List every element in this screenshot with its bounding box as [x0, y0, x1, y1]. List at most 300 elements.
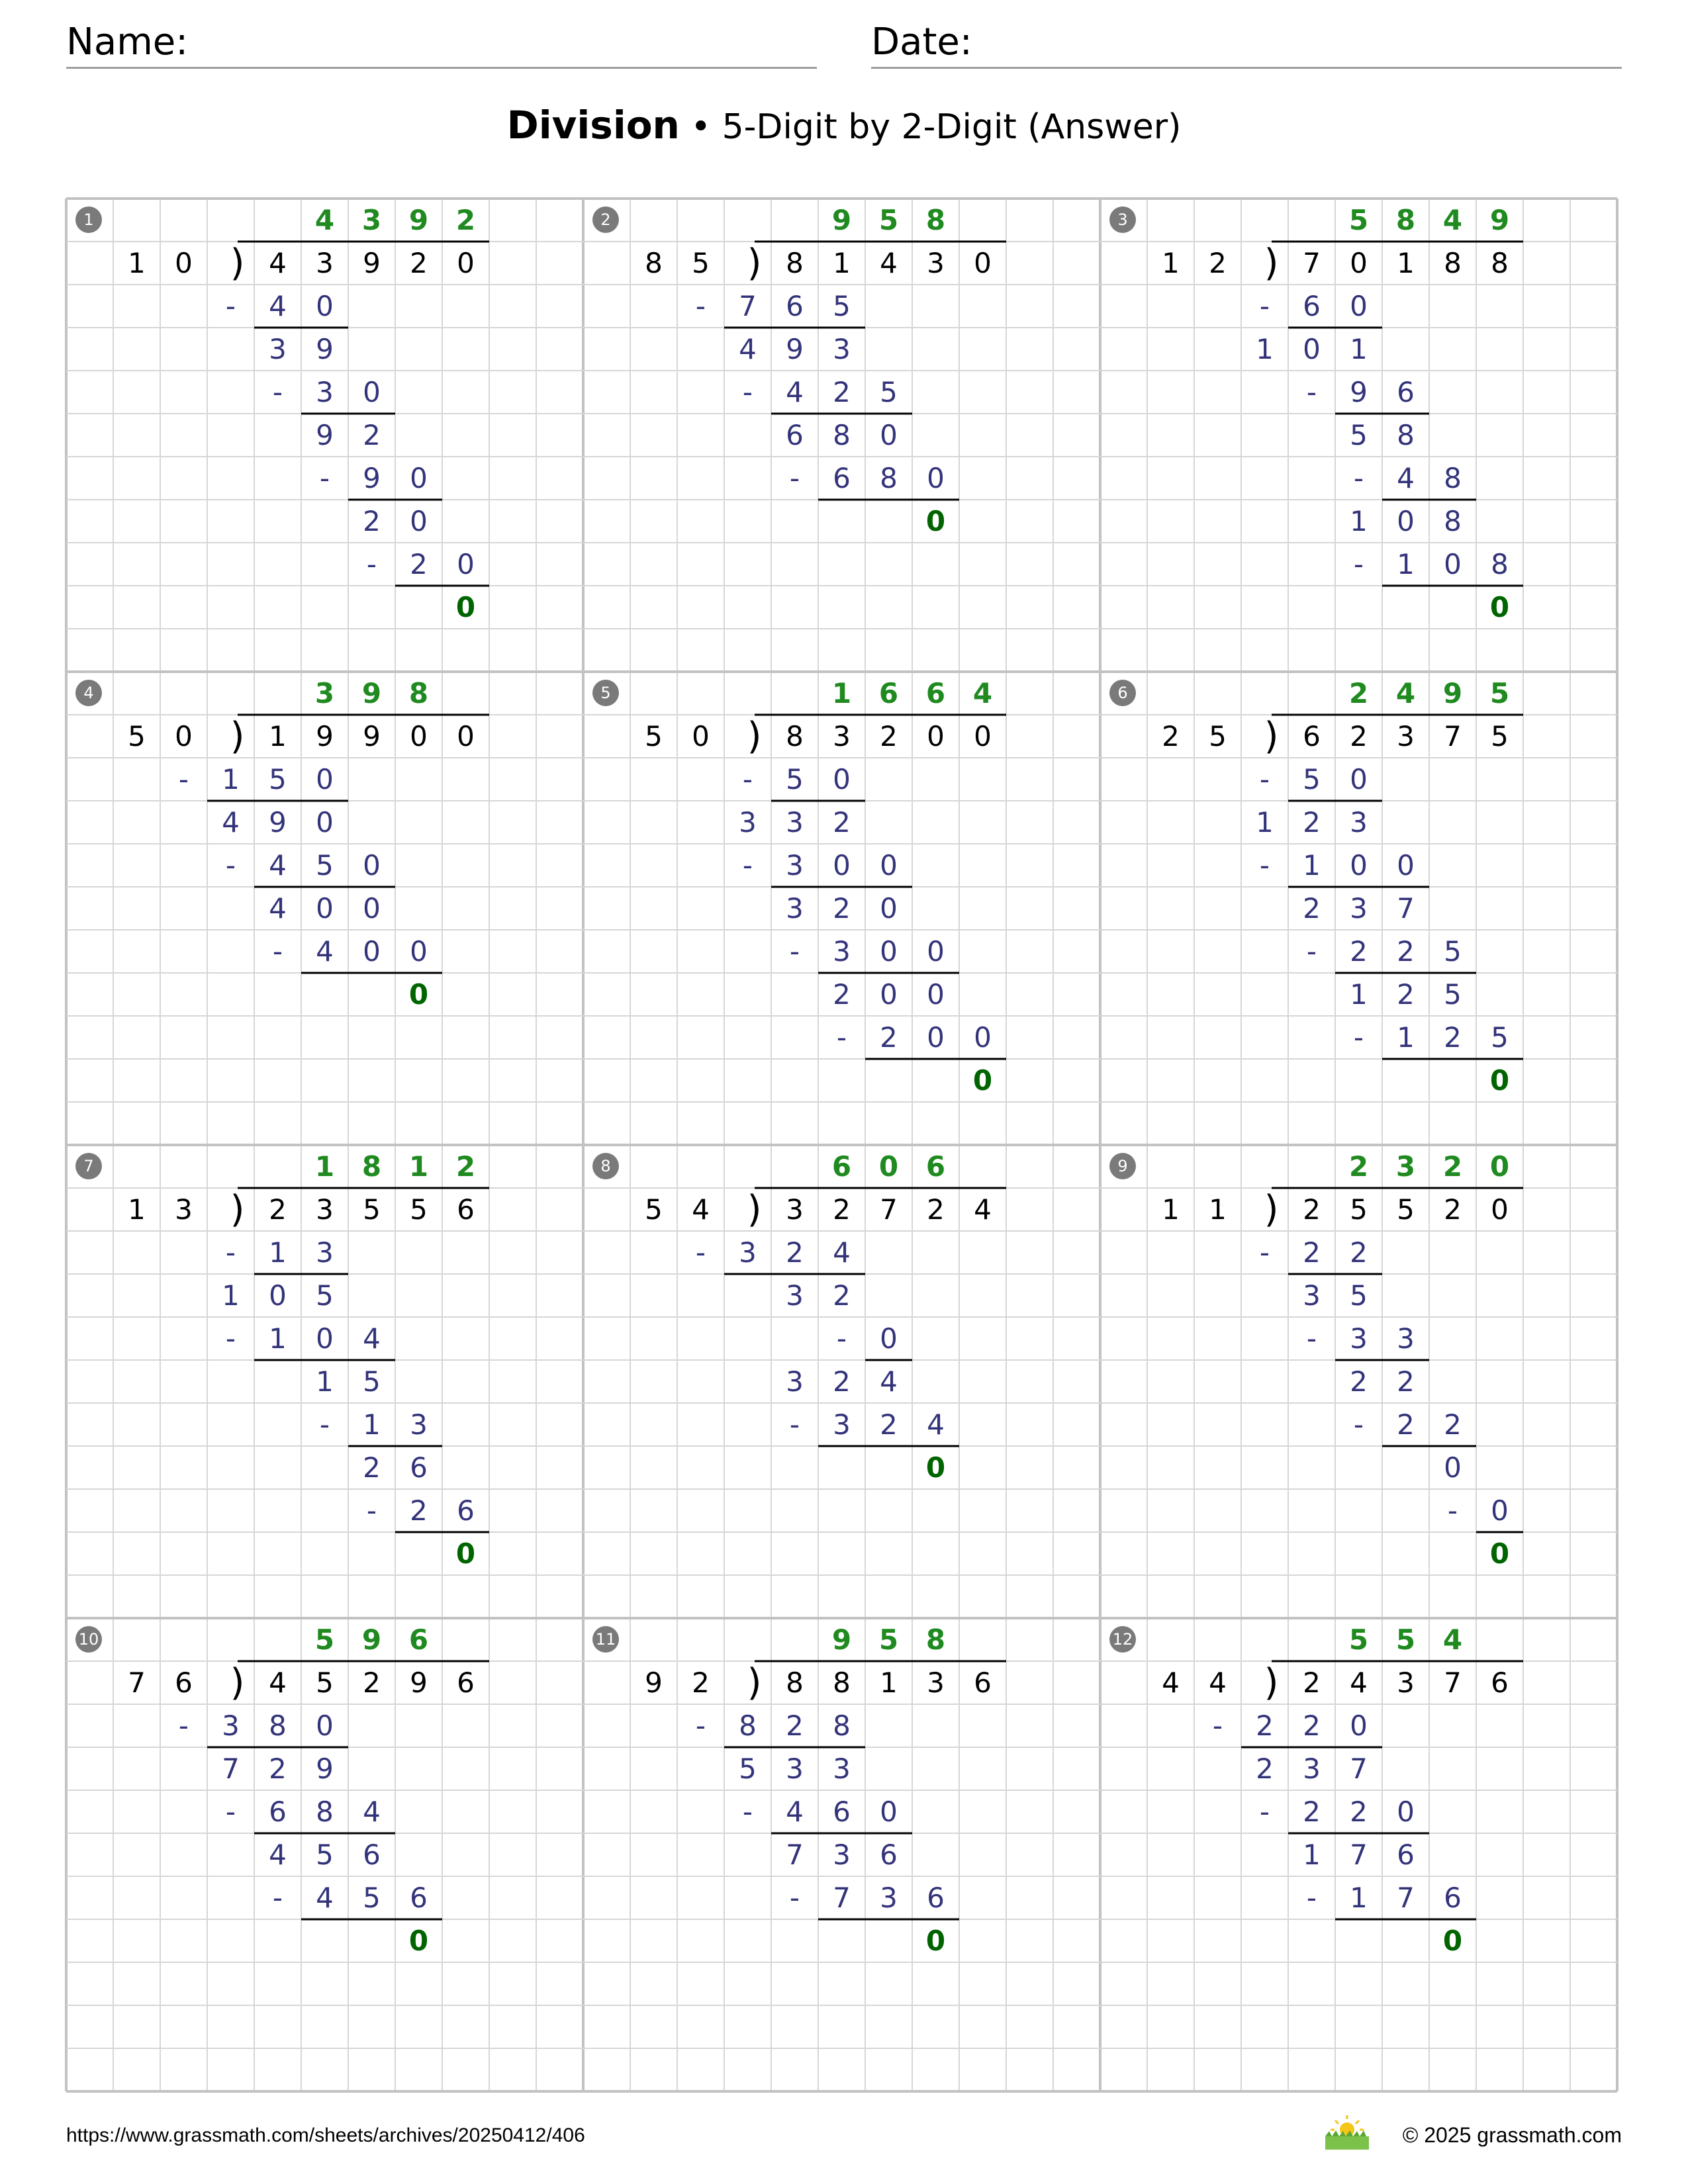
work-digit: 0 [927, 461, 945, 494]
quotient-digit: 6 [408, 1623, 429, 1656]
work-digit: 0 [316, 289, 334, 322]
work-digit: 0 [880, 934, 898, 968]
quotient-digit: 1 [314, 1150, 335, 1183]
divisor-digit: 1 [1162, 1193, 1180, 1226]
minus-sign: - [1353, 1021, 1364, 1054]
problem-number-badge: 12 [1109, 1626, 1136, 1653]
work-digit: 3 [833, 1408, 851, 1441]
work-digit: 4 [739, 332, 757, 365]
work-digit: 1 [1303, 848, 1321, 882]
work-digit: 0 [1491, 1494, 1509, 1527]
work-digit: 7 [1397, 1881, 1415, 1914]
work-digit: 6 [786, 418, 804, 451]
work-digit: 2 [786, 1709, 804, 1742]
remainder-digit: 0 [925, 1451, 946, 1484]
minus-sign: - [1212, 1709, 1223, 1742]
work-digit: 7 [786, 1838, 804, 1871]
problem-number-badge: 9 [1109, 1153, 1136, 1179]
minus-sign: - [1353, 1408, 1364, 1441]
work-digit: 9 [269, 805, 287, 839]
work-digit: 2 [1397, 1408, 1415, 1441]
dividend-digit: 3 [316, 246, 334, 279]
dividend-digit: 0 [410, 719, 428, 752]
dividend-digit: 8 [1444, 246, 1462, 279]
work-digit: 9 [363, 461, 381, 494]
work-digit: 4 [363, 1322, 381, 1355]
problem-number-badge: 11 [592, 1626, 619, 1653]
work-digit: 8 [833, 418, 851, 451]
work-digit: 2 [1256, 1752, 1274, 1785]
minus-sign: - [225, 848, 236, 882]
minus-sign: - [1353, 547, 1364, 580]
dividend-digit: 0 [974, 719, 992, 752]
work-digit: 3 [269, 332, 287, 365]
work-digit: 3 [786, 891, 804, 925]
work-digit: 3 [739, 805, 757, 839]
divisor-digit: 4 [1162, 1666, 1180, 1699]
dividend-digit: 6 [1491, 1666, 1509, 1699]
work-digit: 0 [1397, 1795, 1415, 1828]
work-digit: 3 [833, 1838, 851, 1871]
quotient-digit: 8 [925, 1623, 946, 1656]
work-digit: 6 [880, 1838, 898, 1871]
minus-sign: - [1353, 461, 1364, 494]
work-digit: 2 [410, 547, 428, 580]
work-digit: 8 [1491, 547, 1509, 580]
dividend-digit: 1 [269, 719, 287, 752]
quotient-digit: 2 [1348, 676, 1369, 709]
work-digit: 0 [363, 848, 381, 882]
problem-number-badge: 2 [592, 206, 619, 233]
work-digit: 9 [1350, 375, 1368, 408]
work-digit: 1 [1397, 547, 1415, 580]
dividend-digit: 8 [786, 1666, 804, 1699]
remainder-digit: 0 [1489, 590, 1510, 623]
remainder-digit: 0 [455, 1537, 476, 1570]
work-digit: 0 [410, 504, 428, 537]
work-digit: 6 [1397, 1838, 1415, 1871]
work-digit: 2 [833, 805, 851, 839]
quotient-digit: 9 [361, 1623, 382, 1656]
divisor-digit: 2 [1162, 719, 1180, 752]
quotient-digit: 5 [878, 203, 899, 236]
work-digit: 8 [316, 1795, 334, 1828]
work-digit: 8 [1444, 504, 1462, 537]
dividend-digit: 0 [457, 719, 475, 752]
minus-sign: - [1259, 762, 1270, 796]
divisor-digit: 0 [175, 719, 193, 752]
problem-number-badge: 5 [592, 680, 619, 706]
work-digit: 4 [927, 1408, 945, 1441]
work-digit: 5 [1350, 1279, 1368, 1312]
work-digit: 0 [410, 934, 428, 968]
minus-sign: - [225, 1795, 236, 1828]
work-digit: 2 [1303, 1236, 1321, 1269]
dividend-digit: 5 [363, 1193, 381, 1226]
work-digit: 3 [880, 1881, 898, 1914]
dividend-digit: 9 [363, 246, 381, 279]
quotient-digit: 4 [1395, 676, 1416, 709]
work-digit: 0 [880, 848, 898, 882]
work-digit: 1 [1397, 1021, 1415, 1054]
work-digit: 4 [786, 1795, 804, 1828]
title-subtitle: • 5-Digit by 2-Digit (Answer) [679, 107, 1182, 147]
work-digit: 3 [739, 1236, 757, 1269]
remainder-digit: 0 [455, 590, 476, 623]
work-digit: 3 [786, 1365, 804, 1398]
work-digit: 0 [880, 891, 898, 925]
divisor-digit: 8 [645, 246, 663, 279]
dividend-digit: 9 [363, 719, 381, 752]
work-digit: 0 [974, 1021, 992, 1054]
work-digit: 2 [1397, 978, 1415, 1011]
work-digit: 2 [1350, 1365, 1368, 1398]
work-digit: 0 [316, 762, 334, 796]
quotient-digit: 9 [1442, 676, 1463, 709]
work-digit: 8 [1444, 461, 1462, 494]
quotient-digit: 9 [361, 676, 382, 709]
work-digit: 4 [833, 1236, 851, 1269]
dividend-digit: 8 [1491, 246, 1509, 279]
division-bracket: ) [1264, 1661, 1279, 1704]
divisor-digit: 1 [128, 246, 146, 279]
work-digit: 2 [1303, 1795, 1321, 1828]
minus-sign: - [366, 1494, 377, 1527]
problem-number-badge: 1 [75, 206, 102, 233]
work-digit: 3 [222, 1709, 240, 1742]
remainder-digit: 0 [1442, 1924, 1463, 1957]
work-digit: 4 [1397, 461, 1415, 494]
work-digit: 0 [269, 1279, 287, 1312]
divisor-digit: 5 [1209, 719, 1227, 752]
work-digit: 1 [363, 1408, 381, 1441]
quotient-digit: 4 [314, 203, 335, 236]
dividend-digit: 4 [269, 246, 287, 279]
work-digit: 6 [927, 1881, 945, 1914]
work-digit: 6 [833, 461, 851, 494]
work-digit: 0 [927, 978, 945, 1011]
work-digit: 4 [363, 1795, 381, 1828]
dividend-digit: 8 [786, 719, 804, 752]
work-digit: 4 [269, 891, 287, 925]
remainder-digit: 0 [1489, 1537, 1510, 1570]
work-digit: 4 [880, 1365, 898, 1398]
work-digit: 1 [269, 1322, 287, 1355]
dividend-digit: 6 [974, 1666, 992, 1699]
work-digit: 1 [1350, 504, 1368, 537]
dividend-digit: 9 [316, 719, 334, 752]
division-bracket: ) [230, 714, 245, 758]
minus-sign: - [1259, 1795, 1270, 1828]
work-digit: 0 [1397, 848, 1415, 882]
quotient-digit: 9 [408, 203, 429, 236]
work-digit: 0 [880, 1322, 898, 1355]
dividend-digit: 3 [1397, 719, 1415, 752]
minus-sign: - [366, 547, 377, 580]
work-digit: 5 [1444, 934, 1462, 968]
work-digit: 0 [1350, 289, 1368, 322]
dividend-digit: 4 [269, 1666, 287, 1699]
work-digit: 0 [316, 891, 334, 925]
work-digit: 2 [1256, 1709, 1274, 1742]
work-digit: 5 [1491, 1021, 1509, 1054]
dividend-digit: 2 [1303, 1666, 1321, 1699]
divisor-digit: 7 [128, 1666, 146, 1699]
problem-number-badge: 6 [1109, 680, 1136, 706]
work-digit: 2 [410, 1494, 428, 1527]
work-digit: 9 [786, 332, 804, 365]
quotient-digit: 8 [925, 203, 946, 236]
work-digit: 2 [833, 375, 851, 408]
work-digit: 2 [1397, 934, 1415, 968]
quotient-digit: 0 [878, 1150, 899, 1183]
work-digit: 9 [316, 332, 334, 365]
remainder-digit: 0 [925, 1924, 946, 1957]
work-digit: 2 [833, 978, 851, 1011]
work-digit: 5 [363, 1365, 381, 1398]
work-digit: 6 [269, 1795, 287, 1828]
minus-sign: - [272, 375, 283, 408]
minus-sign: - [1306, 1881, 1317, 1914]
work-digit: 1 [1256, 332, 1274, 365]
divisor-digit: 2 [1209, 246, 1227, 279]
work-digit: 1 [1256, 805, 1274, 839]
work-digit: 0 [1444, 547, 1462, 580]
work-digit: 5 [739, 1752, 757, 1785]
work-digit: 2 [363, 418, 381, 451]
quotient-digit: 3 [1395, 1150, 1416, 1183]
quotient-digit: 9 [831, 1623, 852, 1656]
division-bracket: ) [747, 714, 762, 758]
work-digit: 0 [363, 375, 381, 408]
minus-sign: - [695, 1709, 706, 1742]
remainder-digit: 0 [972, 1064, 993, 1097]
work-digit: 9 [316, 1752, 334, 1785]
quotient-digit: 8 [361, 1150, 382, 1183]
dividend-digit: 2 [1444, 1193, 1462, 1226]
dividend-digit: 4 [974, 1193, 992, 1226]
work-digit: 5 [269, 762, 287, 796]
quotient-digit: 5 [1489, 676, 1510, 709]
minus-sign: - [272, 1881, 283, 1914]
work-digit: 1 [1350, 332, 1368, 365]
minus-sign: - [836, 1021, 847, 1054]
divisor-digit: 2 [692, 1666, 710, 1699]
work-digit: 3 [833, 332, 851, 365]
work-digit: 6 [786, 289, 804, 322]
dividend-digit: 2 [1303, 1193, 1321, 1226]
work-digit: 0 [1397, 504, 1415, 537]
work-digit: 3 [833, 934, 851, 968]
work-digit: 2 [1350, 934, 1368, 968]
work-digit: 3 [1350, 1322, 1368, 1355]
work-digit: 0 [833, 848, 851, 882]
work-digit: 4 [269, 289, 287, 322]
problem-number-badge: 4 [75, 680, 102, 706]
divisor-digit: 0 [175, 246, 193, 279]
work-digit: 3 [1303, 1279, 1321, 1312]
dividend-digit: 2 [410, 246, 428, 279]
quotient-digit: 9 [1489, 203, 1510, 236]
work-digit: 8 [1397, 418, 1415, 451]
minus-sign: - [742, 762, 753, 796]
remainder-digit: 0 [1489, 1064, 1510, 1097]
work-digit: 0 [1350, 762, 1368, 796]
division-bracket: ) [230, 1661, 245, 1704]
dividend-digit: 8 [786, 246, 804, 279]
work-digit: 1 [222, 762, 240, 796]
minus-sign: - [178, 762, 189, 796]
work-digit: 4 [222, 805, 240, 839]
divisor-digit: 1 [1209, 1193, 1227, 1226]
quotient-digit: 6 [878, 676, 899, 709]
dividend-digit: 3 [786, 1193, 804, 1226]
work-digit: 1 [316, 1365, 334, 1398]
work-digit: 2 [269, 1752, 287, 1785]
work-digit: 7 [833, 1881, 851, 1914]
work-digit: 1 [1350, 1881, 1368, 1914]
work-digit: 0 [1303, 332, 1321, 365]
work-digit: 5 [786, 762, 804, 796]
dividend-digit: 6 [1303, 719, 1321, 752]
problem-number-badge: 7 [75, 1153, 102, 1179]
work-digit: 0 [316, 1709, 334, 1742]
dividend-digit: 5 [316, 1666, 334, 1699]
work-digit: 2 [880, 1021, 898, 1054]
work-digit: 2 [1350, 1236, 1368, 1269]
quotient-digit: 2 [455, 1150, 476, 1183]
divisor-digit: 4 [1209, 1666, 1227, 1699]
quotient-digit: 6 [925, 676, 946, 709]
minus-sign: - [1259, 1236, 1270, 1269]
division-bracket: ) [230, 241, 245, 285]
date-label: Date: [871, 21, 972, 64]
work-digit: 1 [1350, 978, 1368, 1011]
minus-sign: - [742, 1795, 753, 1828]
work-digit: 5 [880, 375, 898, 408]
work-digit: 6 [410, 1451, 428, 1484]
dividend-digit: 0 [1491, 1193, 1509, 1226]
divisor-digit: 1 [1162, 246, 1180, 279]
dividend-digit: 7 [1303, 246, 1321, 279]
dividend-digit: 5 [1350, 1193, 1368, 1226]
problem-number-badge: 3 [1109, 206, 1136, 233]
quotient-digit: 4 [1442, 1623, 1463, 1656]
work-digit: 8 [880, 461, 898, 494]
dividend-digit: 2 [833, 1193, 851, 1226]
minus-sign: - [319, 1408, 330, 1441]
quotient-digit: 9 [831, 203, 852, 236]
work-digit: 2 [1350, 1795, 1368, 1828]
quotient-digit: 5 [878, 1623, 899, 1656]
divisor-digit: 5 [645, 719, 663, 752]
work-digit: 0 [457, 547, 475, 580]
work-digit: 7 [1397, 891, 1415, 925]
dividend-digit: 3 [833, 719, 851, 752]
dividend-digit: 1 [833, 246, 851, 279]
minus-sign: - [1306, 375, 1317, 408]
division-bracket: ) [747, 241, 762, 285]
work-digit: 6 [1397, 375, 1415, 408]
work-digit: 3 [316, 1236, 334, 1269]
work-digit: 0 [1350, 848, 1368, 882]
quotient-digit: 8 [1395, 203, 1416, 236]
minus-sign: - [1306, 1322, 1317, 1355]
division-bracket: ) [230, 1187, 245, 1231]
work-digit: 3 [786, 1752, 804, 1785]
quotient-digit: 2 [455, 203, 476, 236]
dividend-digit: 0 [974, 246, 992, 279]
work-digit: 3 [786, 1279, 804, 1312]
dividend-digit: 3 [927, 246, 945, 279]
quotient-digit: 5 [314, 1623, 335, 1656]
quotient-digit: 1 [831, 676, 852, 709]
dividend-digit: 3 [316, 1193, 334, 1226]
divisor-digit: 1 [128, 1193, 146, 1226]
work-digit: 3 [833, 1752, 851, 1785]
divisor-digit: 0 [692, 719, 710, 752]
remainder-digit: 0 [925, 504, 946, 537]
work-digit: 0 [833, 762, 851, 796]
work-digit: 2 [1444, 1408, 1462, 1441]
divisor-digit: 4 [692, 1193, 710, 1226]
work-digit: 0 [316, 805, 334, 839]
work-digit: 3 [786, 848, 804, 882]
minus-sign: - [789, 934, 800, 968]
work-digit: 5 [1350, 418, 1368, 451]
work-digit: 2 [1397, 1365, 1415, 1398]
work-digit: 2 [1303, 805, 1321, 839]
work-digit: 0 [880, 418, 898, 451]
minus-sign: - [789, 461, 800, 494]
work-digit: 0 [880, 1795, 898, 1828]
quotient-digit: 6 [925, 1150, 946, 1183]
dividend-digit: 8 [833, 1666, 851, 1699]
work-digit: 6 [833, 1795, 851, 1828]
work-digit: 3 [1303, 1752, 1321, 1785]
divisor-digit: 3 [175, 1193, 193, 1226]
work-digit: 5 [1303, 762, 1321, 796]
dividend-digit: 9 [410, 1666, 428, 1699]
work-digit: 2 [833, 891, 851, 925]
work-digit: 5 [316, 848, 334, 882]
work-digit: 1 [1303, 1838, 1321, 1871]
quotient-digit: 5 [1348, 1623, 1369, 1656]
work-digit: 0 [363, 891, 381, 925]
work-digit: 3 [1350, 805, 1368, 839]
dividend-digit: 2 [363, 1666, 381, 1699]
work-digit: 7 [1350, 1752, 1368, 1785]
divisor-digit: 5 [128, 719, 146, 752]
division-bracket: ) [747, 1661, 762, 1704]
minus-sign: - [178, 1709, 189, 1742]
minus-sign: - [272, 934, 283, 968]
work-digit: 3 [1397, 1322, 1415, 1355]
work-digit: 3 [316, 375, 334, 408]
work-digit: 0 [410, 461, 428, 494]
division-bracket: ) [1264, 1187, 1279, 1231]
work-digit: 4 [269, 848, 287, 882]
divisor-digit: 9 [645, 1666, 663, 1699]
dividend-digit: 5 [1491, 719, 1509, 752]
work-digit: 0 [880, 978, 898, 1011]
minus-sign: - [319, 461, 330, 494]
work-digit: 1 [222, 1279, 240, 1312]
work-digit: 3 [410, 1408, 428, 1441]
work-digit: 7 [1350, 1838, 1368, 1871]
quotient-digit: 0 [1489, 1150, 1510, 1183]
dividend-digit: 2 [1350, 719, 1368, 752]
